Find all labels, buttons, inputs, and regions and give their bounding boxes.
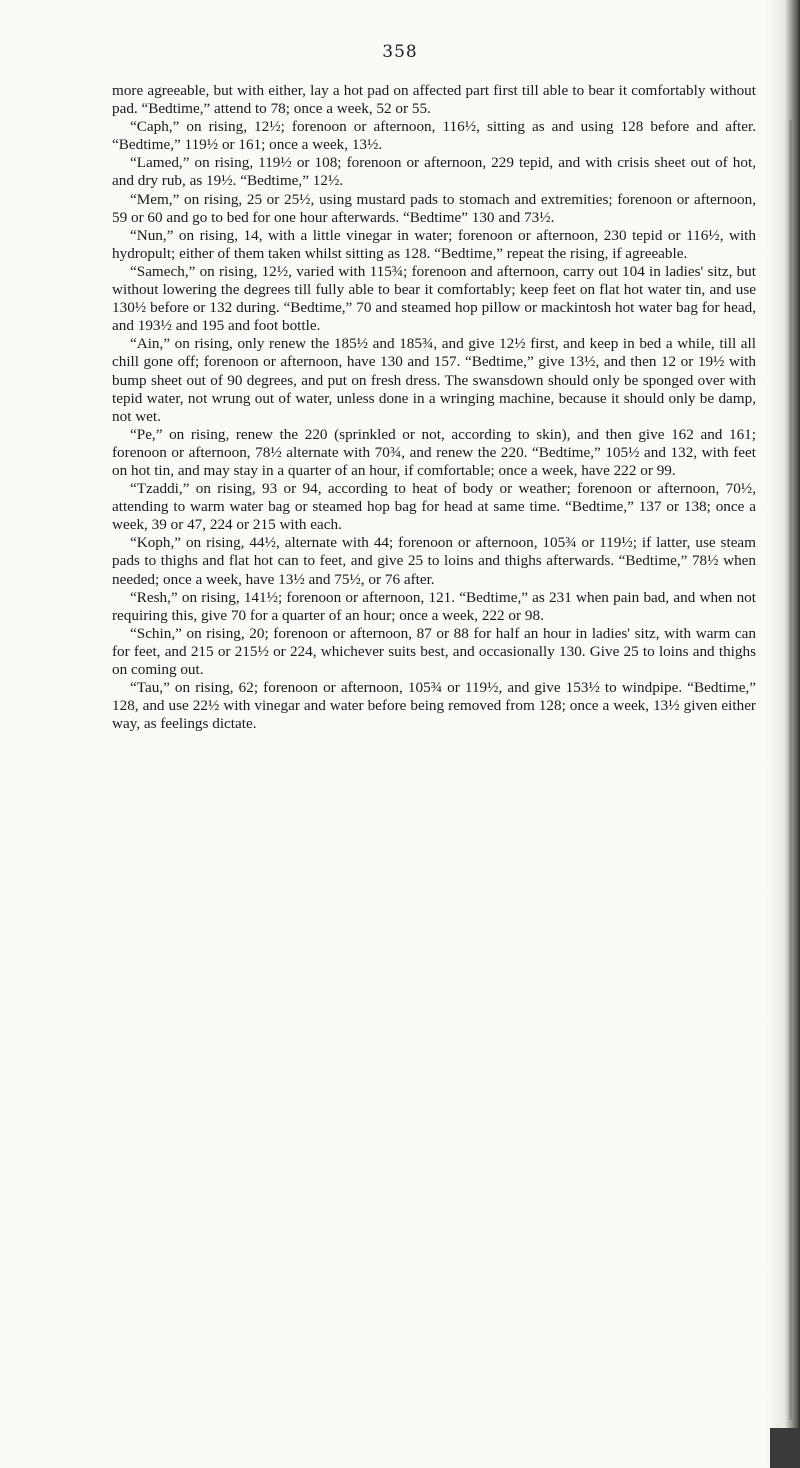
paragraph: “Resh,” on rising, 141½; forenoon or afternoon, 121. “Bedtime,” as 231 when pain bad, and when not requiring this, give 70 for a quarter of an hour; once a week, 222 or 98. <box>112 588 756 624</box>
binding-shadow <box>766 0 800 1468</box>
paragraph: more agreeable, but with either, lay a hot pad on affected part first till able to bear it comfortably without pad. “Bedtime,” attend to 78; once a week, 52 or 55. <box>112 82 756 118</box>
paragraph: “Ain,” on rising, only renew the 185½ and 185¾, and give 12½ first, and keep in bed a while, till all chill gone off; forenoon or afternoon, have 130 and 157. “Bedtime,” give 13½, and then 12 or 19½ with bump sheet out of 90 degrees, and put on fresh dress. The swansdown should only be sponged over with tepid water, not wrung out of water, unless done in a wringing machine, because it should only be damp, not wet. <box>112 335 756 425</box>
scan-edge-mark <box>770 1428 800 1468</box>
paragraph: “Pe,” on rising, renew the 220 (sprinkled or not, according to skin), and then give 162 and 161; forenoon or afternoon, 78½ alternate with 70¾, and renew the 220. “Bedtime,” 105½ and 132, with feet on hot tin, and may stay in a quarter of an hour, if comfortable; once a week, have 222 or 99. <box>112 425 756 479</box>
paragraph: “Lamed,” on rising, 119½ or 108; forenoon or afternoon, 229 tepid, and with crisis sheet out of hot, and dry rub, as 19½. “Bedtime,” 12½. <box>112 154 756 190</box>
paragraph: “Schin,” on rising, 20; forenoon or afternoon, 87 or 88 for half an hour in ladies' sitz, with warm can for feet, and 215 or 215½ or 224, whichever suits best, and occasionally 130. Give 25 to loins and thighs on coming out. <box>112 624 756 678</box>
paragraph: “Tzaddi,” on rising, 93 or 94, according to heat of body or weather; forenoon or afternoon, 70½, attending to warm water bag or steamed hop bag for head at same time. “Bedtime,” 137 or 138; once a week, 39 or 47, 224 or 215 with each. <box>112 480 756 534</box>
paragraph: “Koph,” on rising, 44½, alternate with 44; forenoon or afternoon, 105¾ or 119½; if latter, use steam pads to thighs and flat hot can to feet, and give 25 to loins and thighs afterwards. “Bedtime,” 78½ when needed; once a week, have 13½ and 75½, or 76 after. <box>112 534 756 588</box>
paragraph: “Caph,” on rising, 12½; forenoon or afternoon, 116½, sitting as and using 128 before and after. “Bedtime,” 119½ or 161; once a week, 13½. <box>112 118 756 154</box>
paragraph: “Tau,” on rising, 62; forenoon or afternoon, 105¾ or 119½, and give 153½ to windpipe. “Bedtime,” 128, and use 22½ with vinegar and water before being removed from 128; once a week, 13½ given either way, as feelings dictate. <box>112 679 756 733</box>
paragraph: “Nun,” on rising, 14, with a little vinegar in water; forenoon or afternoon, 230 tepid or 116½, with hydropult; either of them taken whilst sitting as 128. “Bedtime,” repeat the rising, if agreeable. <box>112 226 756 262</box>
paragraph: “Mem,” on rising, 25 or 25½, using mustard pads to stomach and extremities; forenoon or afternoon, 59 or 60 and go to bed for one hour afterwards. “Bedtime” 130 and 73½. <box>112 190 756 226</box>
body-text <box>112 82 756 733</box>
page-number: 358 <box>382 42 418 62</box>
paragraph: “Samech,” on rising, 12½, varied with 115¾; forenoon and afternoon, carry out 104 in ladies' sitz, but without lowering the degrees till fully able to bear it comfortably; keep feet on flat hot water tin, and use 130½ before or 132 during. “Bedtime,” 70 and steamed hop pillow or mackintosh hot water bag for head, and 193½ and 195 and foot bottle. <box>112 262 756 335</box>
